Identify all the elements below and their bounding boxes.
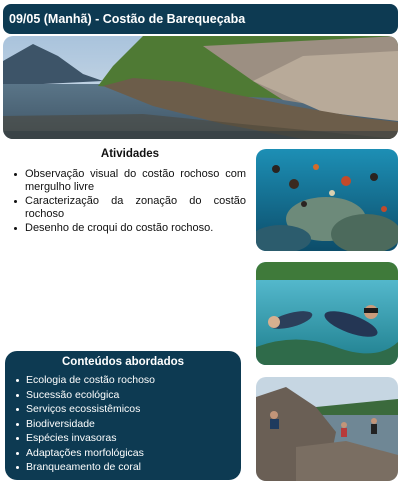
contents-list <box>13 373 233 475</box>
content-item: Sucessão ecológica <box>13 388 233 403</box>
hero-photo-rocky-shore <box>3 36 398 139</box>
content-item: Branqueamento de coral <box>13 460 233 475</box>
photo-tidepool-students <box>256 377 398 481</box>
contents-panel <box>5 351 241 480</box>
activities-list <box>12 168 246 236</box>
activities-heading: Atividades <box>100 148 160 160</box>
content-item: Serviços ecossistêmicos <box>13 402 233 417</box>
activity-item: Caracterização da zonação do costão rochoso <box>12 195 246 221</box>
content-item: Ecologia de costão rochoso <box>13 373 233 388</box>
photo-snorkeler <box>256 262 398 365</box>
content-item: Espécies invasoras <box>13 431 233 446</box>
activity-item: Desenho de croqui do costão rochoso. <box>12 222 246 235</box>
content-item: Adaptações morfológicas <box>13 446 233 461</box>
page-header <box>3 4 398 34</box>
contents-heading: Conteúdos abordados <box>61 356 185 368</box>
page-title: 09/05 (Manhã) - Costão de Barequeçaba <box>9 12 246 26</box>
photo-reef-fish <box>256 149 398 251</box>
content-item: Biodiversidade <box>13 417 233 432</box>
activity-item: Observação visual do costão rochoso com mergulho livre <box>12 168 246 194</box>
